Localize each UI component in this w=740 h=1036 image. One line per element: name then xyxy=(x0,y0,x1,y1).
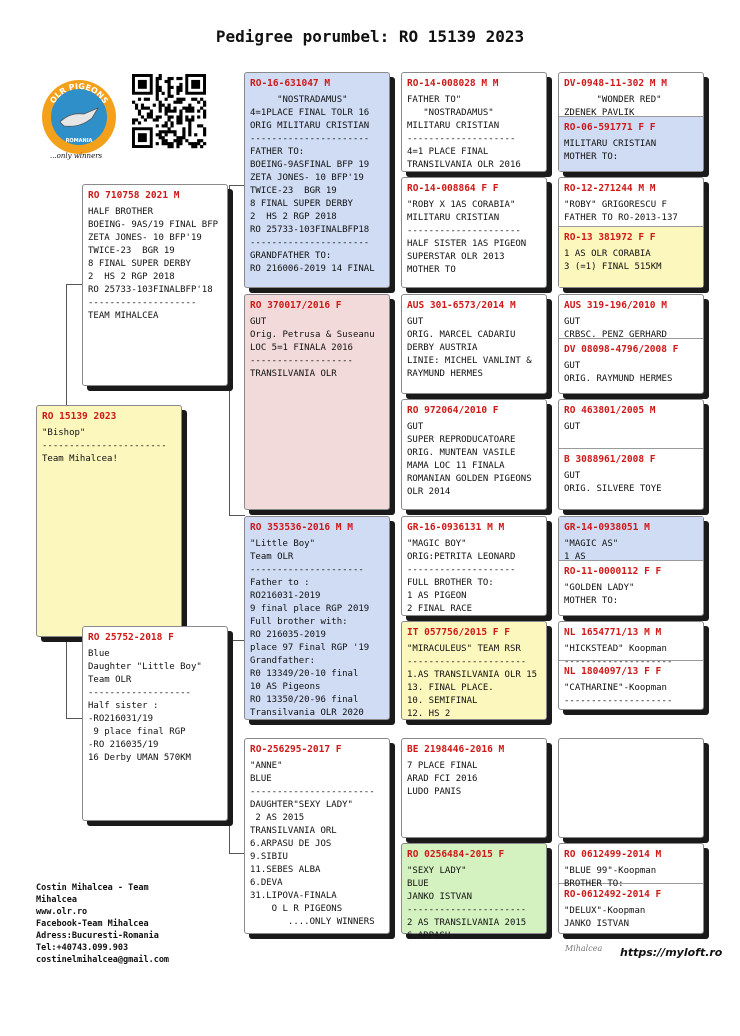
card-section xyxy=(559,73,703,116)
card-line: GUT xyxy=(407,317,424,327)
card-line: 1 AS xyxy=(564,552,586,562)
card-line: 2 HS 2 RGP 2018 xyxy=(88,272,175,282)
pedigree-card-g3[interactable] xyxy=(558,294,704,394)
connector xyxy=(229,515,245,516)
card-section xyxy=(559,844,703,889)
card-line: "NOSTRADAMUS" xyxy=(250,95,348,105)
card-section xyxy=(559,622,703,667)
card-line: SUPER REPRODUCATOARE xyxy=(407,435,516,445)
ring-number: RO-13 381972 F F xyxy=(564,231,656,243)
pedigree-card-g1[interactable] xyxy=(558,72,704,172)
card-line: RAYMUND HERMES xyxy=(407,369,483,379)
logo-tagline: ...only winners xyxy=(50,152,103,160)
card-line: SUPERSTAR OLR 2013 xyxy=(407,252,505,262)
card-line: BROTHER TO: xyxy=(564,879,624,889)
card-line: BOEING-9ASFINAL BFP 19 xyxy=(250,160,370,170)
pedigree-card-ssd[interactable] xyxy=(401,177,547,288)
ring-number: RO-12-271244 M M xyxy=(564,183,656,194)
ring-number: RO 0612499-2014 M xyxy=(564,849,662,860)
card-line: -------------------- xyxy=(407,565,516,575)
card-line: TRANSILVANIA OLR 2016 xyxy=(407,160,521,170)
card-line: MOTHER TO: xyxy=(564,152,619,163)
card-line: --------------------- xyxy=(407,226,521,236)
ring-number: RO 370017/2016 F xyxy=(250,300,342,311)
card-line: ---------------------- xyxy=(250,238,370,248)
card-line: -------------------- xyxy=(88,298,197,308)
card-line: Team OLR xyxy=(88,675,132,685)
card-line: 10 AS Pigeons xyxy=(250,682,321,692)
card-line: MOTHER TO: xyxy=(564,596,619,607)
myloft-link[interactable]: https://myloft.ro xyxy=(620,946,723,959)
card-line: "ROBY" GRIGORESCU F xyxy=(564,200,667,210)
card-line: "BLUE 99"-Koopman xyxy=(564,866,657,876)
card-line: TWICE-23 BGR 19 xyxy=(88,246,175,256)
card-line: BLUE xyxy=(250,774,272,784)
ring-number: GR-16-0936131 M M xyxy=(407,522,505,533)
connector xyxy=(229,185,230,515)
card-line: BLUE xyxy=(407,879,429,889)
card-line: "ANNE" xyxy=(250,761,283,771)
card-line: 2 AS TRANSILVANIA 2015 xyxy=(407,918,527,928)
card-line: ARAD FCI 2016 xyxy=(407,774,478,784)
ring-number: RO-06-591771 F F xyxy=(564,122,656,134)
card-line: 6.DEVA xyxy=(250,878,283,888)
ring-number: RO 353536-2016 M M xyxy=(250,522,353,533)
card-line: Half sister : xyxy=(88,701,159,711)
card-line: OLR 2014 xyxy=(407,487,451,497)
card-line: -------------------- xyxy=(564,657,673,667)
qr-code[interactable] xyxy=(132,74,206,148)
pedigree-card-sdd[interactable] xyxy=(401,399,547,510)
contact-email[interactable]: costinelmihalcea@gmail.com xyxy=(36,955,170,965)
card-line: -RO216031/19 xyxy=(88,714,154,724)
card-line: TRANSILVANIA ORL xyxy=(250,826,337,836)
card-line: 31.LIPOVA-FINALA xyxy=(250,891,337,901)
card-section xyxy=(83,627,227,767)
card-line: TEAM MIHALCEA xyxy=(88,311,159,321)
ring-number: DV 08098-4796/2008 F xyxy=(564,344,679,356)
ring-number: IT 057756/2015 F F xyxy=(407,627,510,638)
card-line: GRANDFATHER TO: xyxy=(250,251,332,261)
card-section xyxy=(559,295,703,338)
card-line: ZDENEK PAVLIK xyxy=(564,108,635,118)
contact-line: Costin Mihalcea - Team xyxy=(36,883,149,893)
card-line: MILITARU CRISTIAN xyxy=(407,213,500,223)
ring-number: RO 972064/2010 F xyxy=(407,405,499,416)
card-line: ---------------------- xyxy=(407,905,527,915)
card-line: "MIRACULEUS" TEAM RSR xyxy=(407,644,521,654)
card-section xyxy=(402,400,546,501)
ring-number: B 3088961/2008 F xyxy=(564,453,656,465)
contact-address: Adress:Bucuresti-Romania xyxy=(36,931,159,941)
ring-number: DV-0948-11-302 M M xyxy=(564,78,667,89)
card-line: ------------------- xyxy=(88,688,191,698)
card-line: RO216031-2019 xyxy=(250,591,321,601)
card-line: "MAGIC AS" xyxy=(564,539,619,549)
pedigree-card-sire-sire[interactable] xyxy=(244,72,390,288)
card-line: ORIG:PETRITA LEONARD xyxy=(407,552,516,562)
card-section xyxy=(245,295,389,383)
card-section xyxy=(402,295,546,383)
ring-number: AUS 301-6573/2014 M xyxy=(407,300,516,311)
card-line: MOTHER TO xyxy=(407,265,456,275)
page-title: Pedigree porumbel: RO 15139 2023 xyxy=(215,27,525,46)
card-line: TWICE-23 BGR 19 xyxy=(250,186,337,196)
card-line: LUDO PANIS xyxy=(407,787,462,797)
card-line: Transilvania OLR 2020 xyxy=(250,708,364,718)
card-line: ....ONLY WINNERS xyxy=(250,917,375,927)
pedigree-card-g8[interactable] xyxy=(558,843,704,934)
card-section xyxy=(245,739,389,931)
ring-number: RO-256295-2017 F xyxy=(250,744,342,755)
pedigree-card-dsd[interactable] xyxy=(401,621,547,720)
ring-number: RO 15139 2023 xyxy=(42,411,117,422)
pedigree-card-dss[interactable] xyxy=(401,516,547,616)
card-section xyxy=(559,448,703,509)
contact-facebook: Facebook-Team Mihalcea xyxy=(36,919,149,929)
card-line: 6.ARPASU xyxy=(407,931,451,941)
card-line: -RO 216035/19 xyxy=(88,740,159,750)
card-line: FATHER TO RO-2013-137 xyxy=(564,213,678,223)
card-line: MAMA LOC 11 FINALA xyxy=(407,461,505,471)
card-line: MILITARU CRISTIAN xyxy=(564,139,657,150)
pedigree-card-ddd[interactable] xyxy=(401,843,547,941)
card-line: Full brother with: xyxy=(250,617,348,627)
card-line: DERBY AUSTRIA xyxy=(407,343,478,353)
card-line: 1 AS OLR CORABIA xyxy=(564,248,651,259)
connector xyxy=(229,185,245,186)
card-line: "MAGIC BOY" xyxy=(407,539,467,549)
card-section xyxy=(402,178,546,279)
card-section xyxy=(245,73,389,278)
ring-number: RO-14-008028 M M xyxy=(407,78,499,89)
ring-number: GR-14-0938051 M xyxy=(564,522,650,533)
card-line: 2 HS 2 RGP 2018 xyxy=(250,212,337,222)
card-section xyxy=(559,560,703,615)
connector xyxy=(229,640,245,641)
ring-number: RO-0612492-2014 F xyxy=(564,889,662,901)
olr-pigeons-logo xyxy=(40,78,118,156)
card-line: Orig. Petrusa & Suseanu xyxy=(250,330,375,340)
card-section xyxy=(402,622,546,723)
card-section xyxy=(83,185,227,325)
card-line: RO 13350/20-96 final xyxy=(250,695,359,705)
pedigree-card-sire-dam[interactable] xyxy=(244,294,390,510)
card-line: 8 FINAL SUPER DERBY xyxy=(250,199,353,209)
card-section xyxy=(559,517,703,560)
card-line: FATHER TO: xyxy=(250,147,305,157)
card-line: DAUGHTER"SEXY LADY" xyxy=(250,800,353,810)
card-line: JANKO ISTVAN xyxy=(407,892,473,902)
ring-number: RO-14-008864 F F xyxy=(407,183,499,194)
ring-number: NL 1804097/13 F F xyxy=(564,666,662,678)
card-line: "NOSTRADAMUS" xyxy=(407,108,494,118)
card-line: "CATHARINE"-Koopman xyxy=(564,683,667,694)
card-section xyxy=(402,73,546,174)
pedigree-card-g7[interactable] xyxy=(558,738,704,838)
logo-arc-text: OLR PIGEONS xyxy=(48,81,110,106)
card-line: 6.ARPASU DE JOS xyxy=(250,839,332,849)
card-line: RO 25733-103FINALBFP18 xyxy=(250,225,370,235)
card-line: LOC 5=1 FINALA 2016 xyxy=(250,343,353,353)
pedigree-card-dam-sire[interactable] xyxy=(244,516,390,720)
connector xyxy=(229,853,245,854)
card-line: "HICKSTEAD" Koopman xyxy=(564,644,667,654)
card-line: GUT xyxy=(564,361,581,372)
card-line: 7 PLACE FINAL xyxy=(407,761,478,771)
pedigree-card-sire[interactable] xyxy=(82,184,228,386)
card-line: "GOLDEN LADY" xyxy=(564,583,635,594)
card-line: "Bishop" xyxy=(42,428,86,438)
card-line: GUT xyxy=(564,422,581,432)
card-line: 4=1PLACE FINAL TOLR 16 xyxy=(250,108,370,118)
card-section xyxy=(402,844,546,945)
ring-number: AUS 319-196/2010 M xyxy=(564,300,667,311)
card-line: 9 place final RGP xyxy=(88,727,186,737)
card-line: FULL BROTHER TO: xyxy=(407,578,494,588)
pedigree-card-sss[interactable] xyxy=(401,72,547,172)
card-section xyxy=(559,226,703,287)
card-section xyxy=(37,406,181,468)
card-line: -------------------- xyxy=(407,134,516,144)
card-line: -------------------- xyxy=(564,696,673,707)
contact-block xyxy=(36,882,169,966)
card-line: Grandfather: xyxy=(250,656,316,666)
signature: Mihalcea xyxy=(565,944,603,953)
card-line: GUT xyxy=(564,470,581,481)
card-line: ORIG MILITARU CRISTIAN xyxy=(250,121,370,131)
card-line: R0 13349/20-10 final xyxy=(250,669,359,679)
card-line: "DELUX"-Koopman xyxy=(564,906,646,917)
card-section xyxy=(559,178,703,226)
card-section xyxy=(402,517,546,618)
card-line: 16 Derby UMAN 570KM xyxy=(88,753,191,763)
card-section xyxy=(559,883,703,933)
pedigree-card-dam-dam[interactable] xyxy=(244,738,390,934)
ring-number: BE 2198446-2016 M xyxy=(407,744,505,755)
card-line: GUT xyxy=(564,317,581,327)
card-section xyxy=(245,517,389,722)
logo-country: ROMANIA xyxy=(65,138,93,144)
card-line: --------------------- xyxy=(250,565,364,575)
card-line: 9.SIBIU xyxy=(250,852,288,862)
card-line: 9 final place RGP 2019 xyxy=(250,604,370,614)
card-line: ----------------------- xyxy=(250,787,375,797)
contact-phone: Tel:+40743.099.903 xyxy=(36,943,129,953)
card-line: MILITARU CRISTIAN xyxy=(407,121,500,131)
card-line: 1 AS PIGEON xyxy=(407,591,467,601)
card-line: CRBSC. PENZ GERHARD xyxy=(564,330,667,340)
pedigree-card-g6[interactable] xyxy=(558,621,704,710)
card-line: Father to : xyxy=(250,578,310,588)
card-line: 8 FINAL SUPER DERBY xyxy=(88,259,191,269)
contact-website[interactable]: www.olr.ro xyxy=(36,907,88,917)
ring-number: RO-16-631047 M xyxy=(250,78,331,89)
card-line: LINIE: MICHEL VANLINT & xyxy=(407,356,532,366)
card-line: GUT xyxy=(250,317,267,327)
card-line: 10. SEMIFINAL xyxy=(407,696,478,706)
card-section xyxy=(559,660,703,709)
ring-number: RO 463801/2005 M xyxy=(564,405,656,416)
card-line: ORIG. MUNTEAN VASILE xyxy=(407,448,516,458)
card-line: RO 216006-2019 14 FINAL xyxy=(250,264,375,274)
card-line: FATHER TO" xyxy=(407,95,462,105)
card-line: 1.AS TRANSILVANIA OLR 15 xyxy=(407,670,538,680)
card-line: ROMANIAN GOLDEN PIGEONS xyxy=(407,474,532,484)
pedigree-card-dam[interactable] xyxy=(82,626,228,821)
card-line: 11.SEBES ALBA xyxy=(250,865,321,875)
card-line: Blue xyxy=(88,649,110,659)
pedigree-card-g2[interactable] xyxy=(558,177,704,288)
card-line: "Little Boy" xyxy=(250,539,316,549)
card-line: HALF BROTHER xyxy=(88,207,154,217)
card-line: "SEXY LADY" xyxy=(407,866,467,876)
pedigree-card-subject[interactable] xyxy=(36,405,182,637)
card-line: Team OLR xyxy=(250,552,294,562)
card-line: Daughter "Little Boy" xyxy=(88,662,202,672)
contact-line: Mihalcea xyxy=(36,895,77,905)
ring-number: NL 1654771/13 M M xyxy=(564,627,662,638)
card-line: 2 AS 2015 xyxy=(250,813,305,823)
card-line: RO 25733-103FINALBFP'18 xyxy=(88,285,213,295)
card-section xyxy=(559,338,703,393)
card-section xyxy=(402,739,546,801)
card-line: O L R PIGEONS xyxy=(250,904,343,914)
ring-number: RO-11-0000112 F F xyxy=(564,566,662,578)
pedigree-card-g5[interactable] xyxy=(558,516,704,616)
card-section xyxy=(559,400,703,448)
card-line: TRANSILVANIA OLR xyxy=(250,369,337,379)
card-line: HALF SISTER 1AS PIGEON xyxy=(407,239,527,249)
card-line: place 97 Final RGP '19 xyxy=(250,643,370,653)
card-line: "WONDER RED" xyxy=(564,95,662,105)
card-line: ORIG. SILVERE TOYE xyxy=(564,483,662,494)
card-line: 13. FINAL PLACE. xyxy=(407,683,494,693)
card-line: ORIG. MARCEL CADARIU xyxy=(407,330,516,340)
card-line: JANKO ISTVAN xyxy=(564,919,630,930)
ring-number: RO 25752-2018 F xyxy=(88,632,174,643)
card-line: 4=1 PLACE FINAL xyxy=(407,147,489,157)
card-line: ZETA JONES- 10 BFP'19 xyxy=(88,233,202,243)
ring-number: RO 0256484-2015 F xyxy=(407,849,505,860)
card-line: 3 (=1) FINAL 515KM xyxy=(564,261,662,272)
card-line: Team Mihalcea! xyxy=(42,454,118,464)
pedigree-card-sds[interactable] xyxy=(401,294,547,394)
pedigree-card-dds[interactable] xyxy=(401,738,547,838)
ring-number: RO 710758 2021 M xyxy=(88,190,180,201)
card-line: ----------------------- xyxy=(42,441,167,451)
card-line: BOEING- 9AS/19 FINAL BFP xyxy=(88,220,219,230)
card-section xyxy=(559,116,703,171)
connector xyxy=(229,640,230,853)
card-line: ---------------------- xyxy=(250,134,370,144)
card-line: 12. HS 2 xyxy=(407,709,451,719)
card-line: 2 FINAL RACE xyxy=(407,604,473,614)
card-line: ORIG. RAYMUND HERMES xyxy=(564,374,673,385)
pedigree-card-g4[interactable] xyxy=(558,399,704,510)
card-line: ZETA JONES- 10 BFP'19 xyxy=(250,173,364,183)
card-line: GUT xyxy=(407,422,424,432)
card-line: "ROBY X 1AS CORABIA" xyxy=(407,200,516,210)
card-line: RO 216035-2019 xyxy=(250,630,326,640)
card-line: ------------------- xyxy=(250,356,353,366)
card-line: ---------------------- xyxy=(407,657,527,667)
